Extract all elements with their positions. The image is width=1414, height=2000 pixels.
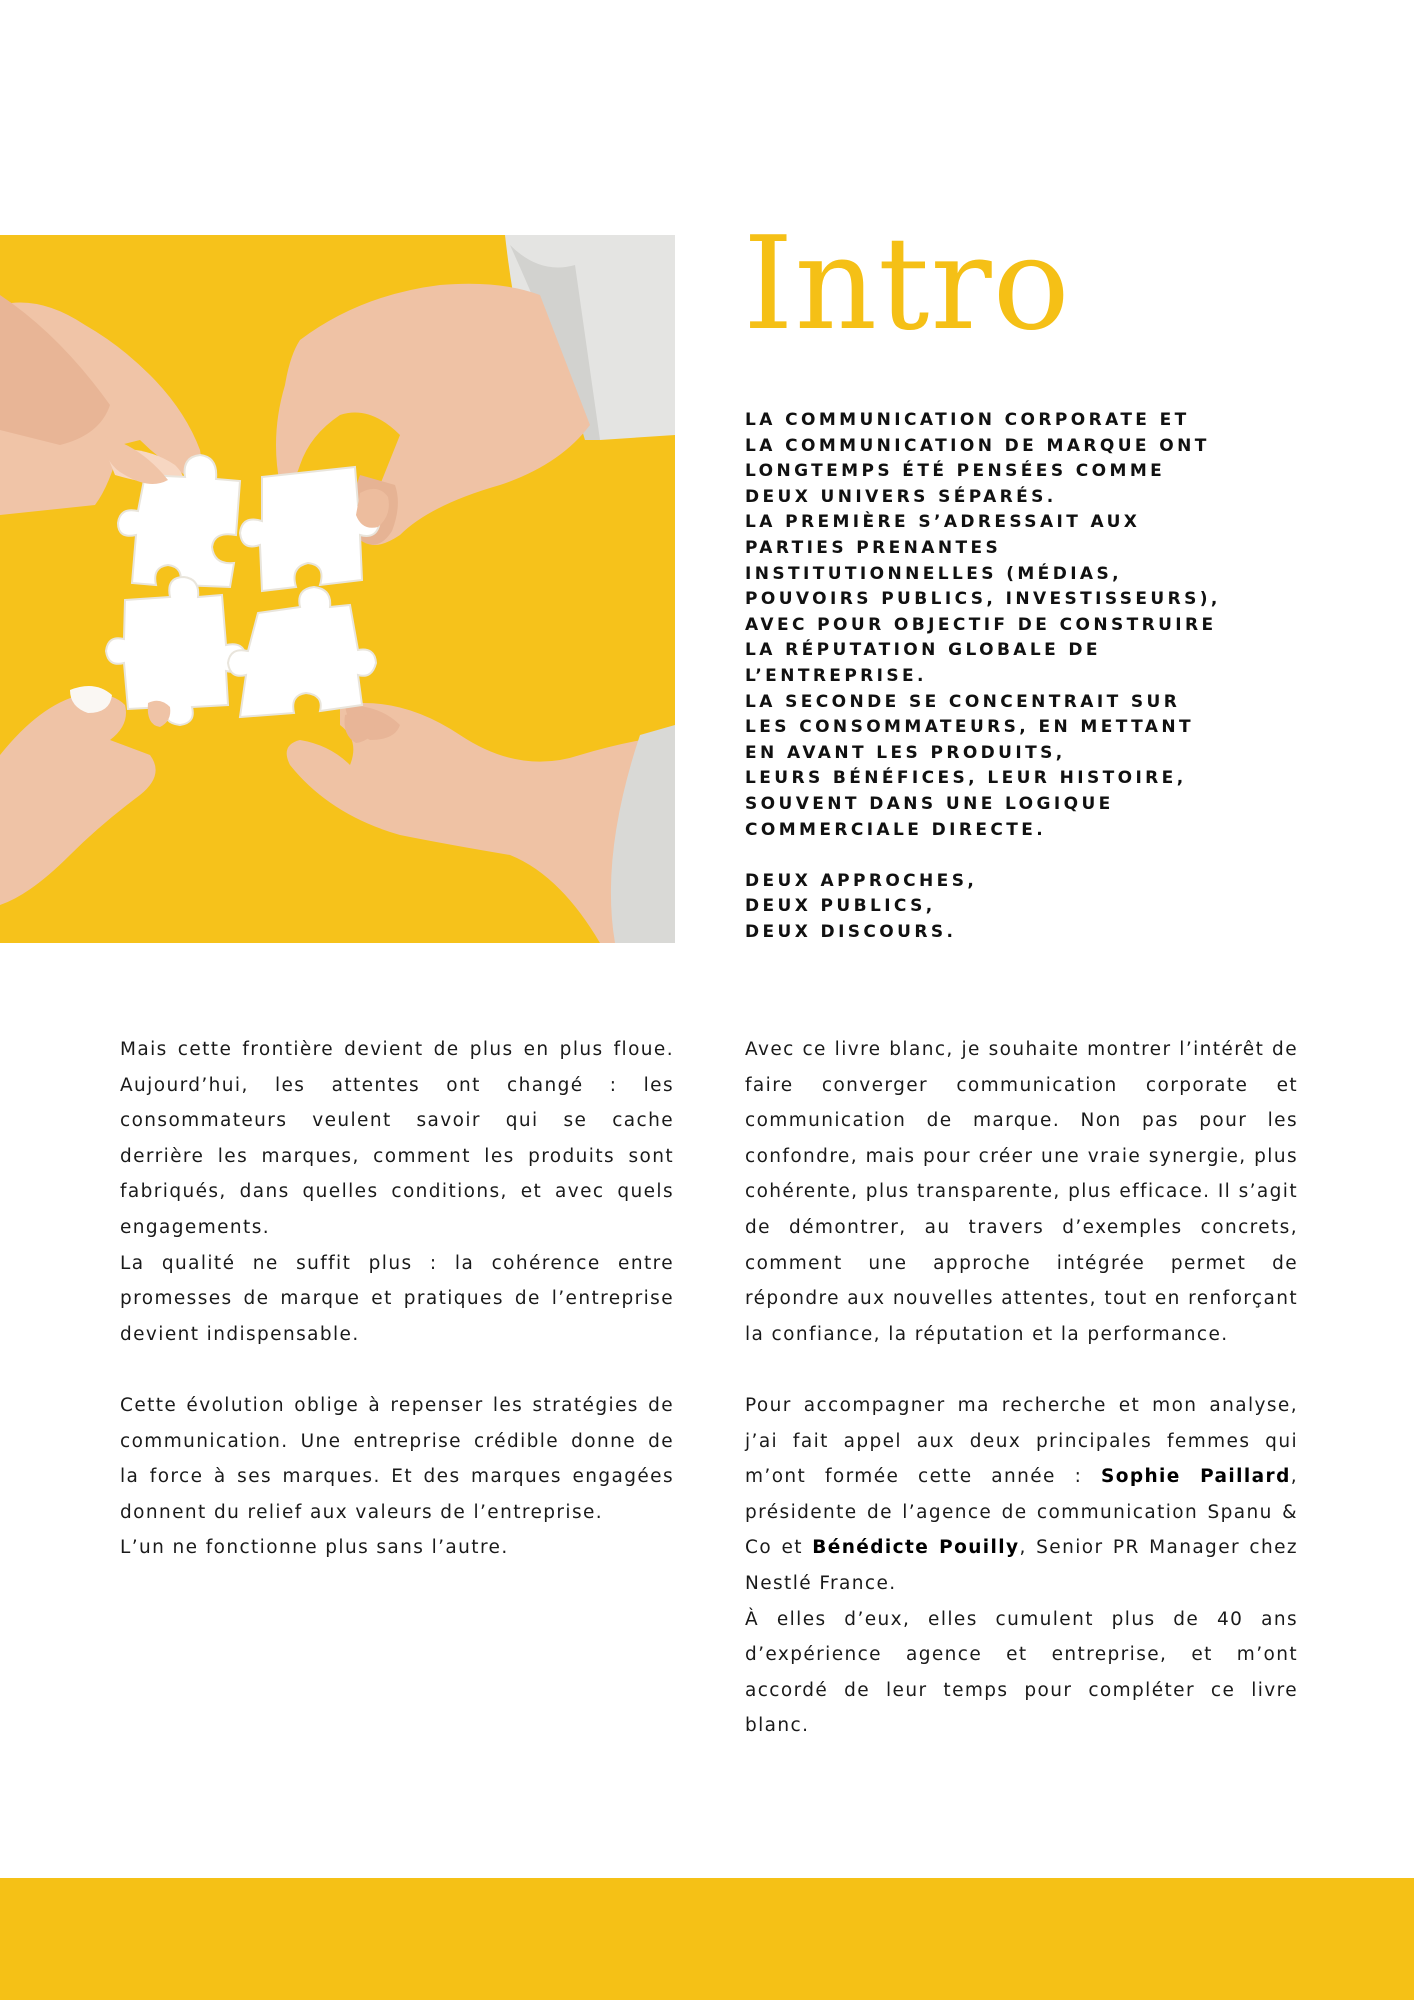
contributors-text: , Senior PR Manager chez Nestlé France. — [745, 1537, 1298, 1594]
lead-spacer — [745, 843, 1265, 869]
contributor-name-sophie: Sophie Paillard — [1101, 1466, 1291, 1488]
lead-line: COMMERCIALE DIRECTE. — [745, 819, 1047, 840]
lead-line: LA RÉPUTATION GLOBALE DE — [745, 640, 1101, 661]
lead-line: INSTITUTIONNELLES (MÉDIAS, — [745, 563, 1122, 584]
footer-color-band — [0, 1878, 1414, 2000]
left-text-column — [120, 1032, 674, 1566]
lead-line: LA PREMIÈRE S’ADRESSAIT AUX — [745, 512, 1141, 533]
lead-line: PARTIES PRENANTES — [745, 537, 1002, 558]
contributor-name-benedicte: Bénédicte Pouilly — [812, 1537, 1020, 1559]
lead-line: LA COMMUNICATION DE MARQUE ONT — [745, 435, 1210, 456]
lead-closing-line: DEUX PUBLICS, — [745, 896, 936, 917]
lead-line: EN AVANT LES PRODUITS, — [745, 742, 1066, 763]
body-paragraph: Avec ce livre blanc, je souhaite montrer l’intérêt de faire converger communication corporate et communication de marque. Non pas pour les confondre, mais pour créer une vraie synergie, plus cohérente, plus transparente, plus efficace. Il s’agit de démontrer, au travers d’exemples concrets, comment une approche intégrée permet de répondre aux nouvelles attentes, tout en renforçant la confiance, la réputation et la performance. — [745, 1039, 1298, 1345]
lead-line: L’ENTREPRISE. — [745, 665, 927, 686]
hero-puzzle-photo — [0, 235, 675, 943]
lead-line: LA SECONDE SE CONCENTRAIT SUR — [745, 691, 1181, 712]
paragraph-spacer — [745, 1352, 1298, 1388]
contributors-text: Pour accompagner ma recherche et mon analyse, j’ai fait appel aux deux principales femmes qui m’ont formée cette année : — [745, 1394, 1298, 1488]
paragraph-spacer — [120, 1352, 674, 1388]
lead-line: LES CONSOMMATEURS, EN METTANT — [745, 717, 1194, 738]
lead-line: SOUVENT DANS UNE LOGIQUE — [745, 793, 1114, 814]
right-text-column — [745, 1032, 1298, 1744]
body-paragraph: À elles d’eux, elles cumulent plus de 40 ans d’expérience agence et entreprise, et m’ont accordé de leur temps pour compléter ce livre blanc. — [745, 1608, 1298, 1737]
body-paragraph: La qualité ne suffit plus : la cohérence entre promesses de marque et pratiques de l’entreprise devient indispensable. — [120, 1252, 674, 1345]
lead-line: LA COMMUNICATION CORPORATE ET — [745, 410, 1190, 430]
lead-line: LONGTEMPS ÉTÉ PENSÉES COMME — [745, 461, 1166, 482]
lead-line: DEUX UNIVERS SÉPARÉS. — [745, 486, 1057, 507]
body-paragraph: Cette évolution oblige à repenser les stratégies de communication. Une entreprise crédible donne de la force à ses marques. Et des marques engagées donnent du relief aux valeurs de l’entreprise. — [120, 1394, 674, 1523]
lead-closing-line: DEUX DISCOURS. — [745, 921, 957, 942]
contributors-text: , présidente de l’agence de communication Spanu & Co et — [745, 1466, 1298, 1559]
lead-paragraph — [745, 408, 1265, 945]
puzzle-hands-illustration — [0, 235, 675, 943]
lead-line: LEURS BÉNÉFICES, LEUR HISTOIRE, — [745, 768, 1187, 789]
lead-line: POUVOIRS PUBLICS, INVESTISSEURS), — [745, 589, 1221, 610]
body-paragraph: L’un ne fonctionne plus sans l’autre. — [120, 1537, 509, 1559]
page-title: Intro — [743, 210, 1071, 359]
lead-closing-line: DEUX APPROCHES, — [745, 870, 978, 891]
lead-line: AVEC POUR OBJECTIF DE CONSTRUIRE — [745, 614, 1217, 635]
body-paragraph: Mais cette frontière devient de plus en plus floue. Aujourd’hui, les attentes ont changé : les consommateurs veulent savoir qui se cache derrière les marques, comment les produits sont fabriqués, dans quelles conditions, et avec quels engagements. — [120, 1039, 674, 1238]
body-paragraph-contributors — [745, 1388, 1298, 1602]
